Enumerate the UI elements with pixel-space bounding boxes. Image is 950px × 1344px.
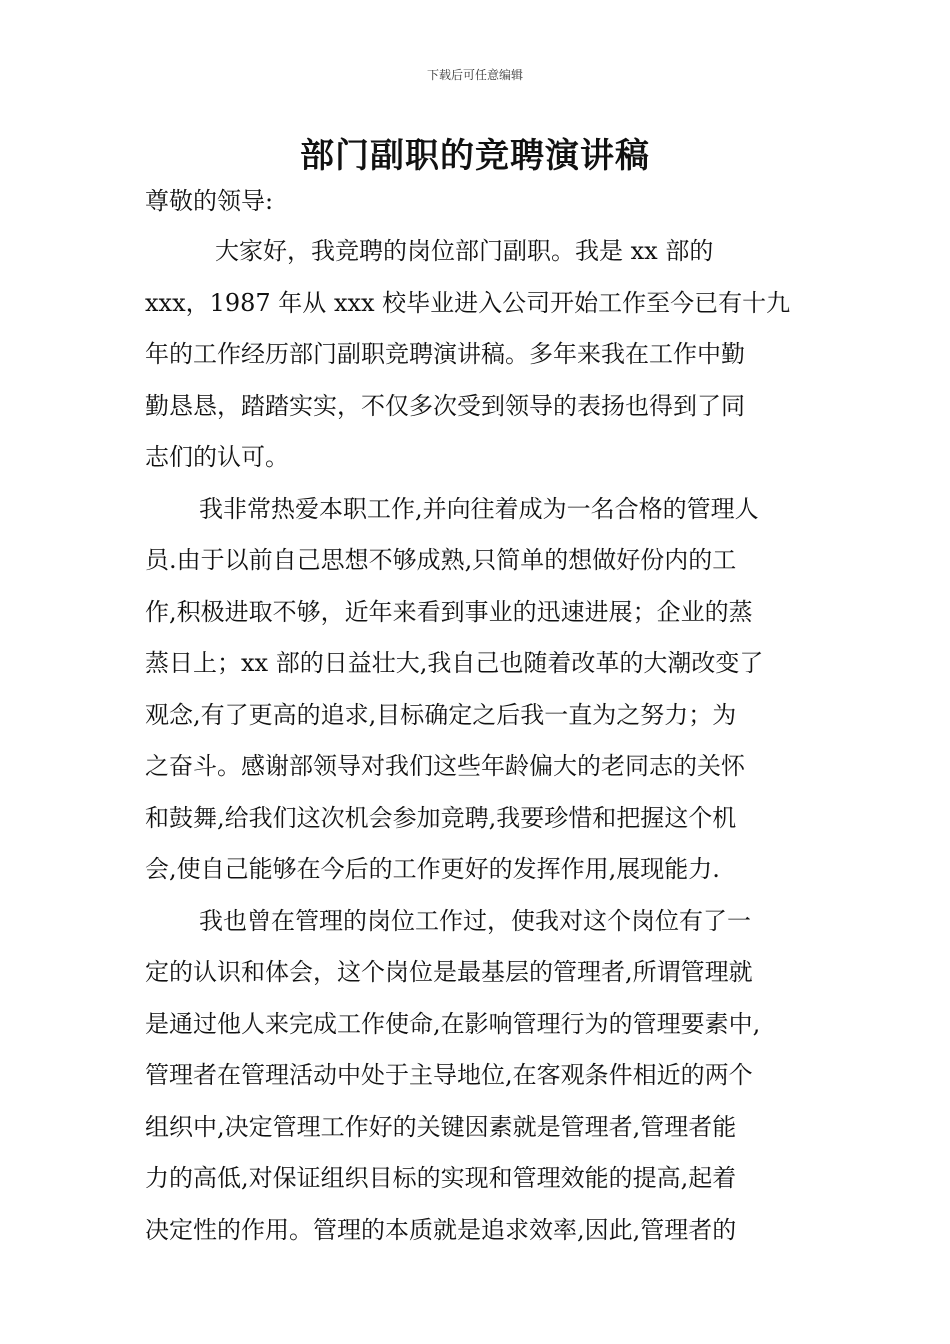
paragraph-line: 蒸日上；xx 部的日益壮大,我自己也随着改革的大潮改变了 [145,649,764,677]
body-text [145,226,815,1256]
paragraph-line: 组织中,决定管理工作好的关键因素就是管理者,管理者能 [145,1112,737,1141]
paragraph-line: 决定性的作用。管理的本质就是追求效率,因此,管理者的 [145,1215,737,1244]
paragraph-line: 定的认识和体会，这个岗位是最基层的管理者,所谓管理就 [145,958,753,986]
paragraph-line: 我非常热爱本职工作,并向往着成为一名合格的管理人 [199,494,759,523]
paragraph-line: 力的高低,对保证组织目标的实现和管理效能的提高,起着 [145,1164,737,1192]
paragraph-line: 我也曾在管理的岗位工作过，使我对这个岗位有了一 [199,906,751,935]
paragraph-line: 员.由于以前自己思想不够成熟,只简单的想做好份内的工 [145,546,737,574]
paragraph-line: xxx，1987 年从 xxx 校毕业进入公司开始工作至今已有十九 [145,288,791,317]
paragraph-line: 管理者在管理活动中处于主导地位,在客观条件相近的两个 [145,1061,753,1089]
paragraph-line: 之奋斗。感谢部领导对我们这些年龄偏大的老同志的关怀 [145,752,745,780]
paragraph-line: 作,积极进取不够，近年来看到事业的迅速进展；企业的蒸 [145,597,753,626]
paragraph-line: 观念,有了更高的追求,目标确定之后我一直为之努力；为 [145,700,737,729]
paragraph-line: 志们的认可。 [145,443,289,471]
paragraph-line: 勤恳恳，踏踏实实，不仅多次受到领导的表扬也得到了同 [145,391,745,420]
header-note: 下载后可任意编辑 [426,68,523,82]
paragraph-line: 会,使自己能够在今后的工作更好的发挥作用,展现能力. [145,855,720,883]
salutation: 尊敬的领导: [145,187,274,215]
paragraph-line: 和鼓舞,给我们这次机会参加竞聘,我要珍惜和把握这个机 [145,803,737,832]
document-title: 部门副职的竞聘演讲稿 [300,136,650,176]
paragraph-line: 年的工作经历部门副职竞聘演讲稿。多年来我在工作中勤 [145,340,745,368]
paragraph-line: 大家好，我竞聘的岗位部门副职。我是 xx 部的 [215,237,714,265]
paragraph-line: 是通过他人来完成工作使命,在影响管理行为的管理要素中, [145,1009,761,1038]
